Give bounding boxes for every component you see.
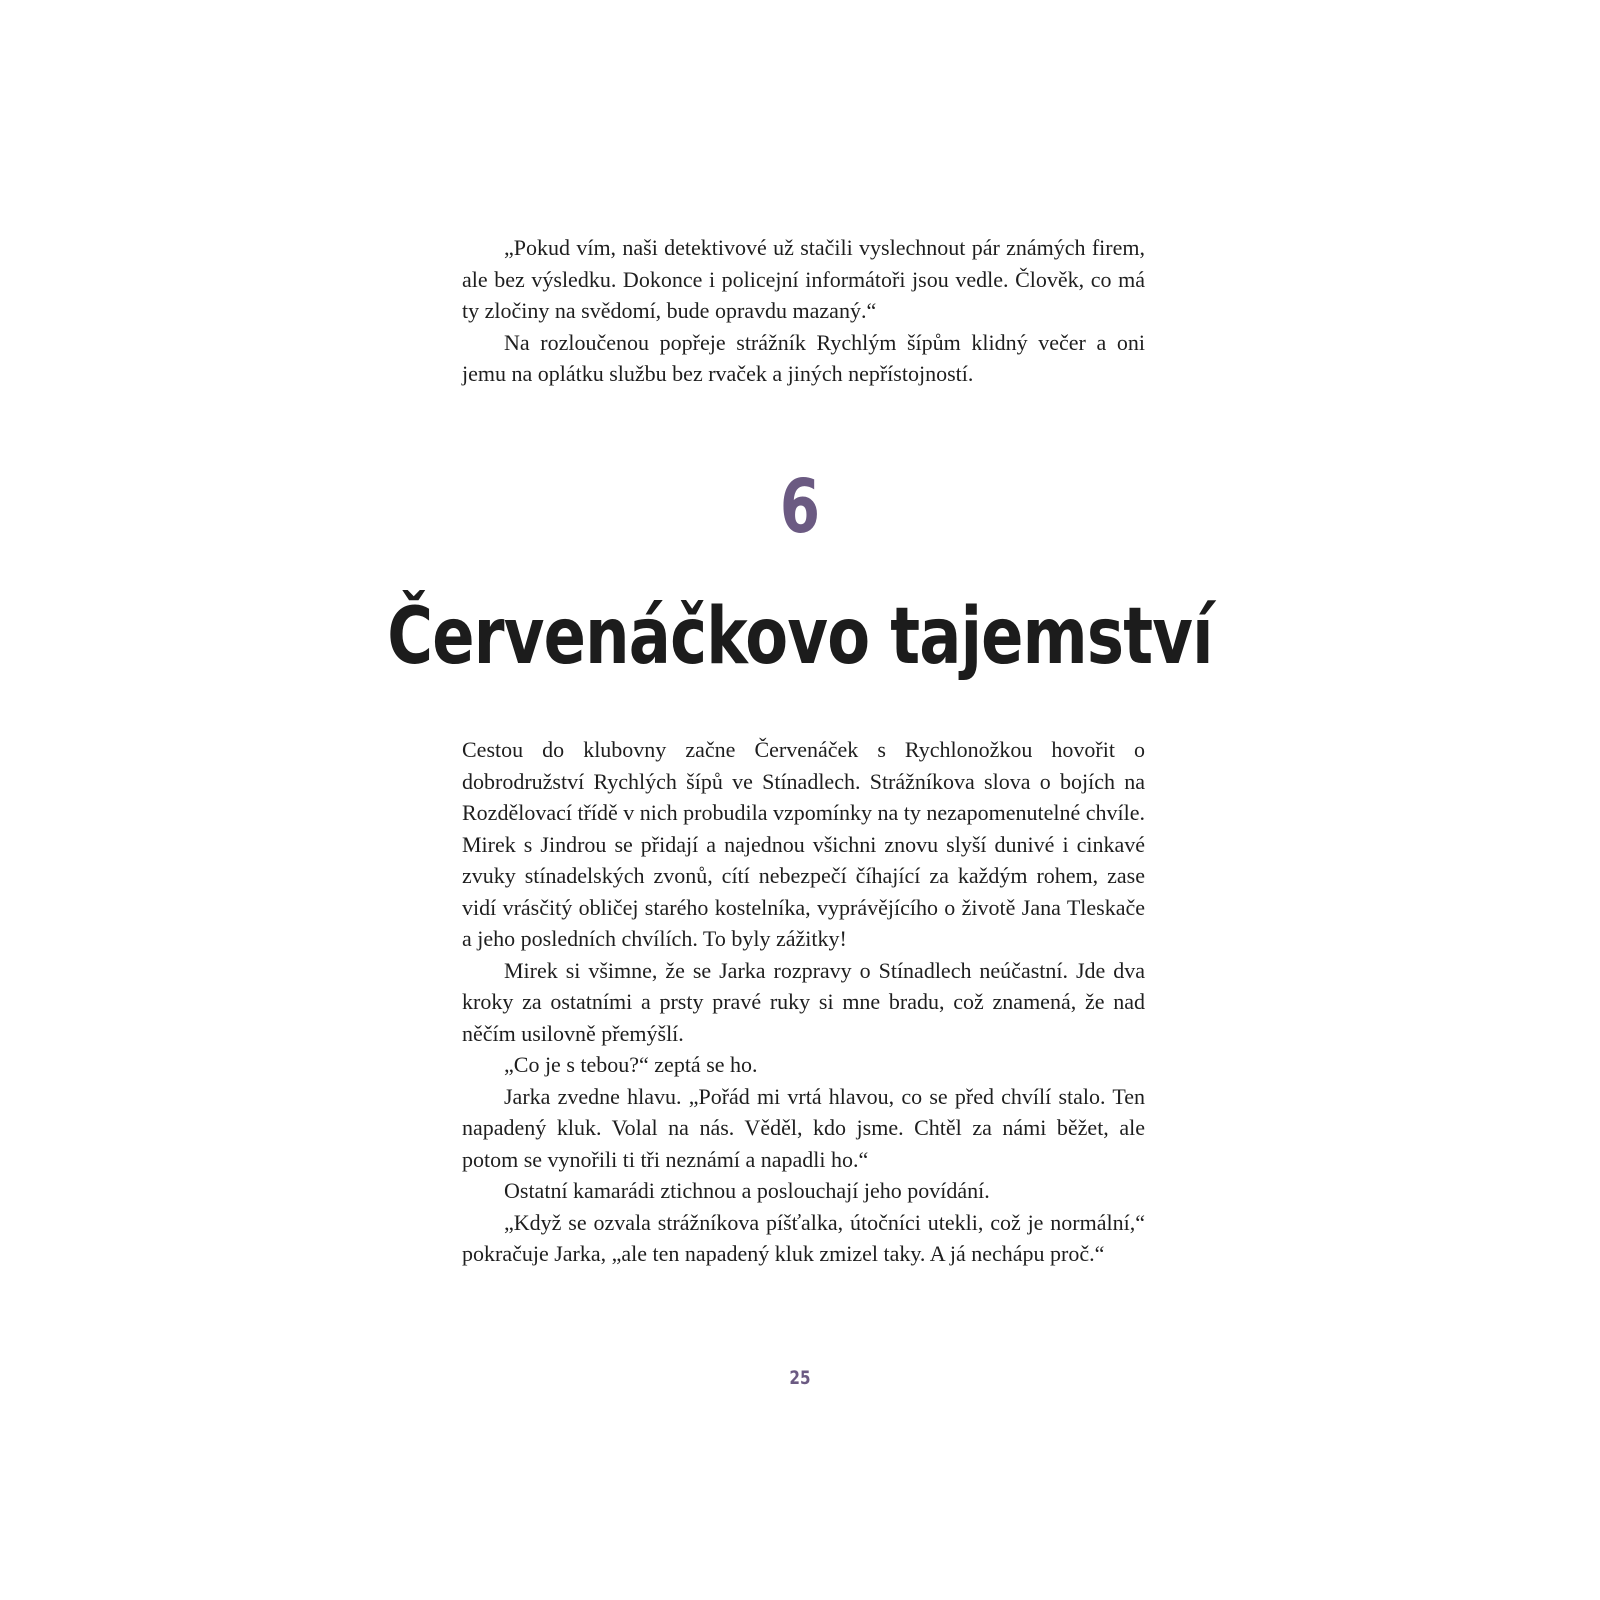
paragraph: „Pokud vím, naši detektivové už stačili vyslechnout pár známých firem, ale bez výsledku. Dokonce i policejní informátoři jsou vedle. Člověk, co má ty zločiny na svědomí, bude opravdu mazaný.“ (462, 235, 1145, 323)
paragraph: „Co je s tebou?“ zeptá se ho. (504, 1052, 758, 1077)
paragraph: Mirek si všimne, že se Jarka rozpravy o Stínadlech neúčastní. Jde dva kroky za ostatními a prsty pravé ruky si mne bradu, což znamená, že nad něčím usilovně přemýšlí. (462, 957, 1145, 1046)
chapter-number: 6 (779, 464, 821, 550)
chapter-body (462, 734, 1145, 1270)
paragraph: Ostatní kamarádi ztichnou a poslouchají jeho povídání. (504, 1178, 990, 1203)
paragraph: Cestou do klubovny začne Červenáček s Rychlonožkou hovořit o dobrodružství Rychlých šípů ve Stínadlech. Strážníkova slova o bojích na Rozdělovací třídě v nich probudila vzpomínky na ty nezapomenutelné chvíle. Mirek s Jindrou se přidají a najednou všichni znovu slyší dunivé i cinkavé zvuky stínadelských zvonů, cítí nebezpečí číhající za každým rohem, zase vidí vrásčitý obličej starého kostelníka, vyprávějícího o životě Jana Tleskače a jeho posledních chvílích. To byly zážitky! (462, 737, 1146, 951)
paragraph: Jarka zvedne hlavu. „Pořád mi vrtá hlavou, co se před chvílí stalo. Ten napadený kluk. Volal na nás. Věděl, kdo jsme. Chtěl za námi běžet, ale potom se vynořili ti tři neznámí a napadli ho.“ (462, 1083, 1145, 1172)
page-number: 25 (789, 1367, 811, 1389)
chapter-title: Červenáčkovo tajemství (387, 592, 1213, 682)
previous-chapter-ending (462, 232, 1145, 390)
paragraph: „Když se ozvala strážníkova píšťalka, útočníci utekli, což je normální,“ pokračuje Jarka, „ale ten napadený kluk zmizel taky. A já nechápu proč.“ (462, 1209, 1145, 1266)
paragraph: Na rozloučenou popřeje strážník Rychlým šípům klidný večer a oni jemu na oplátku službu bez rvaček a jiných nepřístojností. (462, 329, 1145, 386)
